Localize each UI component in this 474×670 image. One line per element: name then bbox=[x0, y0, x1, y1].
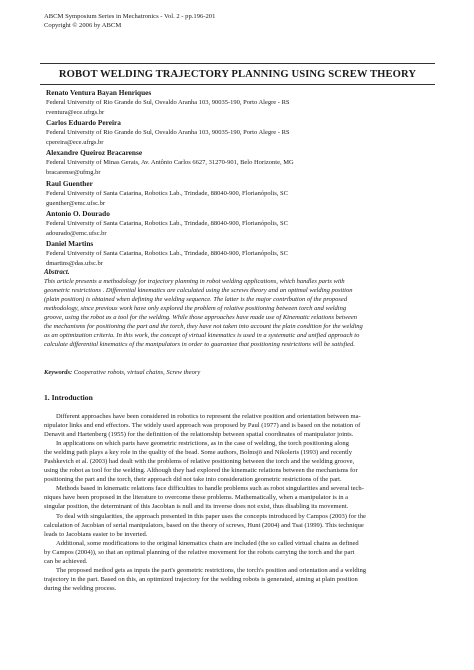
body-line: The proposed method gets as inputs the part's geometric restrictions, the torch's position and orientation and a welding bbox=[56, 566, 366, 574]
abstract-line: groove, using the robot as a tool for the welding. While those approaches have made use of Kinematic relations between bbox=[44, 313, 357, 321]
keywords-text: Cooperative robots, virtual chains, Screw theory bbox=[73, 369, 201, 376]
author-block bbox=[46, 209, 438, 239]
author-name: Daniel Martins bbox=[46, 238, 94, 248]
body-line: Denavit and Hartenberg (1955) for the definition of the relationship between spatial coordinates of manipulator joints. bbox=[44, 431, 354, 439]
body-line: leads to Jacobians easier to be inverted. bbox=[44, 530, 148, 538]
body-line: Additional, some modifications to the original kinematics chain are included (the so called virtual chains as defined bbox=[56, 539, 359, 547]
author-affiliation: Federal University of Santa Catarina, Robotics Lab., Trindade, 88040-900, Florianópolis, SC bbox=[46, 249, 288, 257]
abstract-line: geometric restrictions . Differential kinematics are calculated using the screws theory and an optimal welding position bbox=[44, 286, 353, 294]
title-rule-top bbox=[40, 63, 435, 64]
abstract-line: This article presents a methodology for trajectory planning in robot welding applications, which handles parts with bbox=[44, 277, 345, 285]
abstract-heading: Abstract. bbox=[44, 269, 70, 276]
copyright-notice: Copyright © 2006 by ABCM bbox=[44, 21, 122, 29]
author-affiliation: Federal University of Santa Catarina, Robotics Lab., Trindade, 88040-900, Florianópolis, SC bbox=[46, 219, 288, 227]
body-line: niques have been proposed in the literature to overcome these problems. Mathematically, when a manipulator is in a bbox=[44, 494, 349, 502]
author-name: Raul Guenther bbox=[46, 178, 93, 188]
body-line: can be achieved. bbox=[44, 557, 88, 565]
author-block bbox=[46, 88, 438, 118]
author-email: adourado@emc.ufsc.br bbox=[46, 229, 107, 237]
abstract-line: calculate differential kinematics of the manipulators in order to guarantee that positioning restrictions will be satisfied. bbox=[44, 340, 355, 348]
author-affiliation: Federal University of Rio Grande do Sul, Osvaldo Aranha 103, 90035-190, Porto Alegre - RS bbox=[46, 99, 290, 106]
running-header bbox=[44, 13, 215, 30]
abstract-line: as an optimization criteria. In this work, the concept of virtual kinematics is used in a systematic and unified approach to bbox=[44, 331, 360, 339]
author-email: dmartins@das.ufsc.br bbox=[46, 260, 103, 268]
author-affiliation: Federal University of Minas Gerais, Av. Antônio Carlos 6627, 31270-901, Belo Horizonte, MG bbox=[46, 159, 294, 167]
body-line: by Campos (2004)), so that an optimal planning of the relative movement for the robots carrying the torch and the part bbox=[44, 548, 355, 556]
body-line: Methods based in kinematic relations face difficulties to handle problems such as robot singularities and several tech- bbox=[56, 485, 364, 493]
author-name: Renato Ventura Bayan Henriques bbox=[46, 88, 152, 97]
author-email: rventura@ece.ufrgs.br bbox=[46, 109, 105, 117]
author-email: bracarense@ufmg.br bbox=[46, 169, 101, 177]
series-info: ABCM Symposium Series in Mechatronics - Vol. 2 - pp.196-201 bbox=[44, 13, 216, 20]
author-name: Carlos Eduardo Pereira bbox=[46, 118, 121, 128]
paper-title: ROBOT WELDING TRAJECTORY PLANNING USING SCREW THEORY bbox=[58, 69, 417, 80]
keywords-label: Keywords: bbox=[44, 369, 73, 376]
keywords bbox=[44, 369, 200, 376]
author-name: Alexandre Queiroz Bracarense bbox=[46, 148, 143, 158]
author-affiliation: Federal University of Santa Catarina, Robotics Lab., Trindade, 88040-900, Florianópolis, SC bbox=[46, 189, 288, 197]
author-block bbox=[46, 148, 438, 178]
abstract bbox=[44, 269, 434, 349]
body-line: positioning the part and the torch, their approach did not take into consideration geometric restrictions of the part. bbox=[44, 476, 342, 484]
author-name: Antonio O. Dourado bbox=[46, 208, 110, 218]
author-affiliation: Federal University of Rio Grande do Sul, Osvaldo Aranha 103, 90035-190, Porto Alegre - RS bbox=[46, 129, 290, 137]
author-list bbox=[46, 88, 438, 269]
author-block bbox=[46, 179, 438, 209]
abstract-line: (plain position) is obtained when defining the welding sequence. The latter is the major contribution of the proposed bbox=[44, 295, 348, 303]
author-block bbox=[46, 239, 438, 269]
body-line: Pashkevich et al. (2003) had dealt with the problems of relative positioning between the torch and the welding groove, bbox=[44, 458, 355, 466]
abstract-line: the mechanisms for positioning the part and the torch, they have not taken into account the plain condition for the welding bbox=[44, 322, 363, 330]
body-line: during the welding process. bbox=[44, 584, 117, 592]
title-rule-bottom bbox=[40, 84, 435, 85]
body-line: trajectory in the part. Based on this, an optimized trajectory for the welding robots is generated, aiming at plain position bbox=[44, 575, 358, 583]
body-line: the welding path plays a key role in the quality of the bead. Some authors, Bolmsjö and Nikoleris (1993) and recently bbox=[44, 449, 352, 457]
body-line: Different approaches have been considered in robotics to represent the relative position and orientation between ma- bbox=[56, 413, 361, 420]
body-line: In applications on which parts have geometric restrictions, as in the case of welding, the torch positioning along bbox=[56, 440, 349, 448]
abstract-body bbox=[44, 278, 434, 350]
abstract-line: methodology, since previous work have only explored the problem of relative positioning between torch and welding bbox=[44, 304, 347, 312]
body-line: To deal with singularities, the approach presented in this paper uses the concepts introduced by Campos (2003) for the bbox=[56, 512, 366, 520]
body-line: calculation of Jacobian of serial manipulators, based on the theory of screws, Hunt (2004) and Tsai (1999). This technique bbox=[44, 521, 364, 529]
introduction-body bbox=[44, 412, 436, 593]
author-email: guenther@emc.ufsc.br bbox=[46, 199, 106, 207]
author-email: cpereira@ece.ufrgs.br bbox=[46, 139, 104, 147]
section-heading: 1. Introduction bbox=[44, 393, 93, 402]
body-line: using the robot as tool for the welding. Although they had explored the kinematic relations between the mechanisms for bbox=[44, 467, 358, 475]
author-block bbox=[46, 118, 438, 148]
body-line: nipulator links and end effectors. The widely used approach was proposed by Paul (1977) and is based on the notation of bbox=[44, 422, 361, 430]
body-line: singular position, the determinant of this Jacobian is null and its inverse does not exist, thus disabling its movement. bbox=[44, 503, 349, 511]
